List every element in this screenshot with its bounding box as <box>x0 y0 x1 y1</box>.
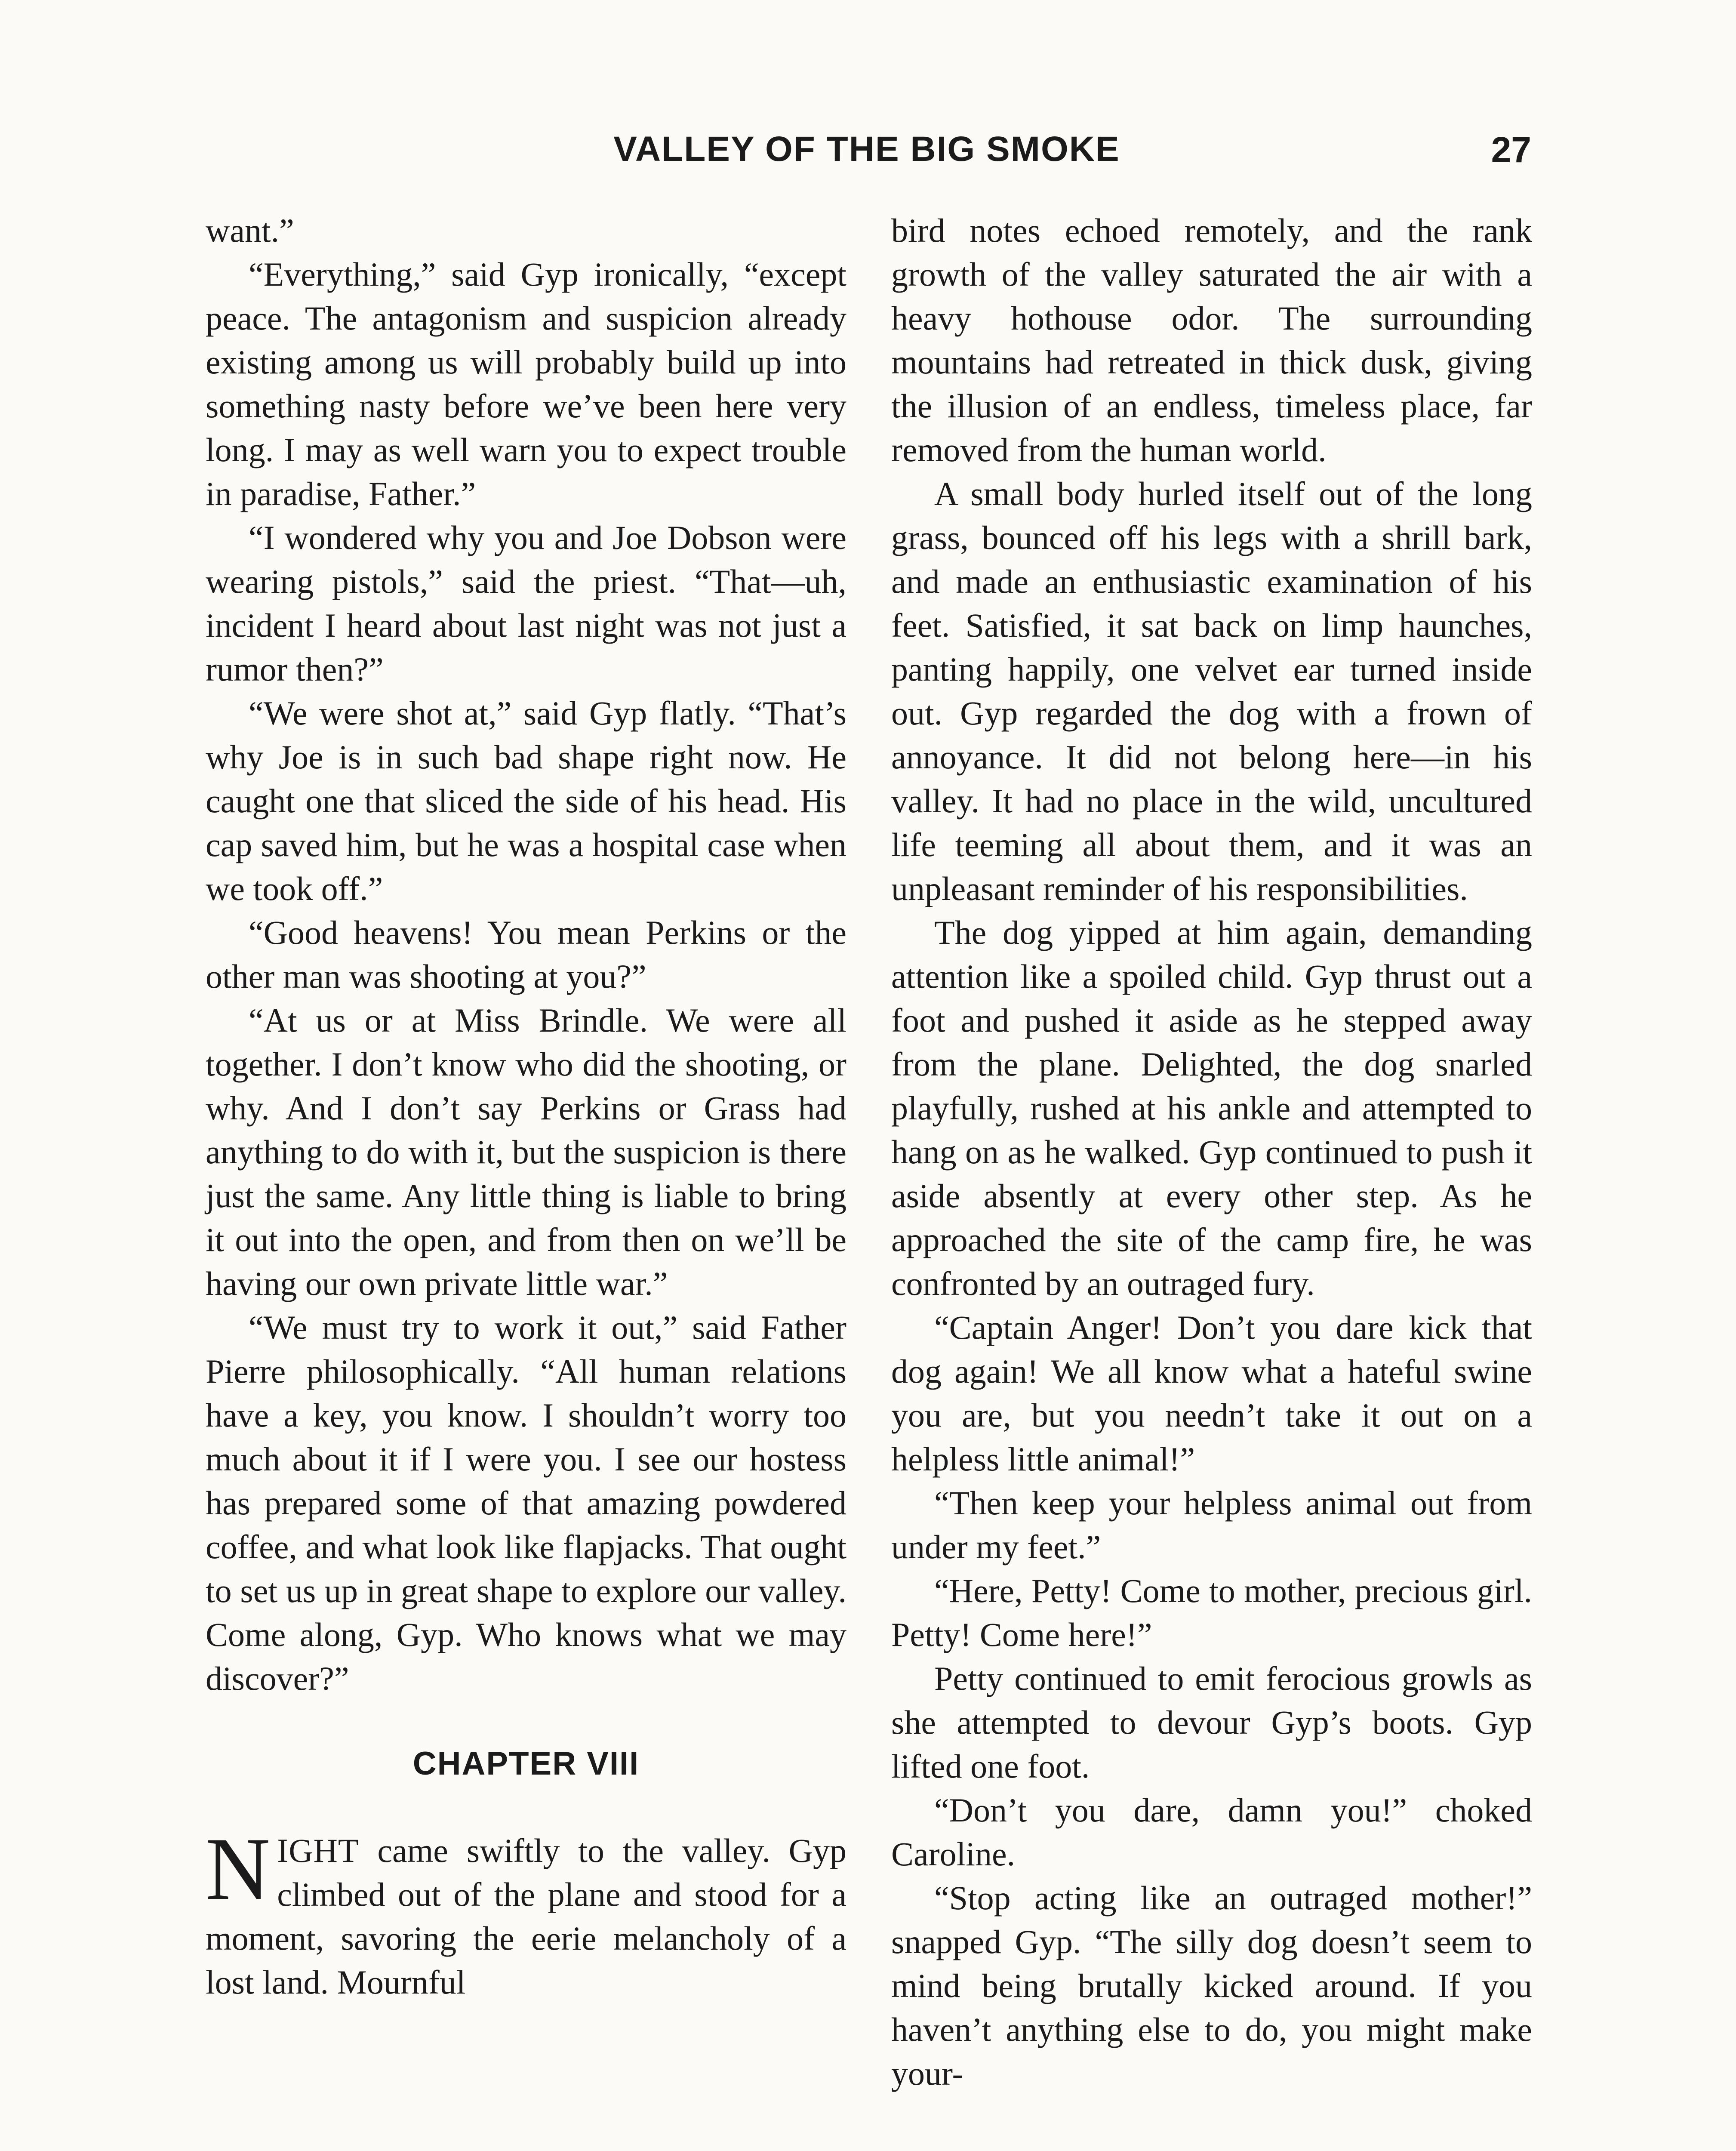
paragraph: “I wondered why you and Joe Dobson were wearing pistols,” said the priest. “That—uh, incident I heard about last night was not just a rumor then?” <box>206 519 846 688</box>
chapter-opening-paragraph <box>206 1819 846 2004</box>
paragraph: “We were shot at,” said Gyp flatly. “That’s why Joe is in such bad shape right now. He caught one that sliced the side of his head. His cap saved him, but he was a hospital case when we took off.” <box>206 694 846 907</box>
paragraph: “Captain Anger! Don’t you dare kick that dog again! We all know what a hateful swine you are, but you needn’t take it out on a helpless little animal!” <box>891 1309 1532 1478</box>
paragraph: “Don’t you dare, damn you!” choked Caroline. <box>891 1791 1532 1873</box>
paragraph: “We must try to work it out,” said Father Pierre philosophically. “All human relations have a key, you know. I shouldn’t worry too much about it if I were you. I see our hostess has prepared some of that amazing powdered coffee, and what look like flapjacks. That ought to set us up in great shape to explore our valley. Come along, Gyp. Who knows what we may discover?” <box>206 1309 846 1697</box>
chapter-opening-text: came swiftly to the valley. Gyp climbed out of the plane and stood for a moment, savoring the eerie melancholy of a lost land. Mournful <box>206 1832 846 2001</box>
paragraph: bird notes echoed remotely, and the rank growth of the valley saturated the air with a heavy hothouse odor. The surrounding mountains had retreated in thick dusk, giving the illusion of an endless, timeless place, far removed from the human world. <box>891 212 1532 468</box>
paragraph: “Stop acting like an outraged mother!” snapped Gyp. “The silly dog doesn’t seem to mind being brutally kicked around. If you haven’t anything else to do, you might make your- <box>891 1879 1532 2092</box>
paragraph: A small body hurled itself out of the long grass, bounced off his legs with a shrill bark, and made an enthusiastic examination of his feet. Satisfied, it sat back on limp haunches, panting happily, one velvet ear turned inside out. Gyp regarded the dog with a frown of annoyance. It did not belong here—in his valley. It had no place in the wild, uncultured life teeming all about them, and it was an unpleasant reminder of his responsibilities. <box>891 475 1532 907</box>
chapter-heading: CHAPTER VIII <box>412 1745 640 1782</box>
running-title: VALLEY OF THE BIG SMOKE <box>613 129 1120 169</box>
running-head <box>202 129 1531 176</box>
drop-cap: N <box>206 1819 271 1918</box>
right-column <box>891 209 1532 2096</box>
paragraph: “Good heavens! You mean Perkins or the other man was shooting at you?” <box>206 914 846 995</box>
paragraph: Petty continued to emit ferocious growls as she attempted to devour Gyp’s boots. Gyp lifted one foot. <box>891 1660 1532 1785</box>
page-number: 27 <box>1491 129 1531 170</box>
paragraph: “Everything,” said Gyp ironically, “except peace. The antagonism and suspicion already existing among us will probably build up into something nasty before we’ve been here very long. I may as well warn you to expect trouble in paradise, Father.” <box>206 256 846 512</box>
paragraph: “Then keep your helpless animal out from under my feet.” <box>891 1484 1532 1565</box>
left-column <box>206 209 846 2004</box>
paragraph: want.” <box>206 212 294 249</box>
small-caps-lead: IGHT <box>277 1832 359 1869</box>
paragraph: The dog yipped at him again, demanding attention like a spoiled child. Gyp thrust out a foot and pushed it aside as he stepped away from the plane. Delighted, the dog snarled playfully, rushed at his ankle and attempted to hang on as he walked. Gyp continued to push it aside absently at every other step. As he approached the site of the camp fire, he was confronted by an outraged fury. <box>891 914 1532 1302</box>
paragraph: “Here, Petty! Come to mother, precious girl. Petty! Come here!” <box>891 1572 1532 1653</box>
paragraph: “At us or at Miss Brindle. We were all together. I don’t know who did the shooting, or why. And I don’t say Perkins or Grass had anything to do with it, but the suspicion is there just the same. Any little thing is liable to bring it out into the open, and from then on we’ll be having our own private little war.” <box>206 1002 846 1302</box>
